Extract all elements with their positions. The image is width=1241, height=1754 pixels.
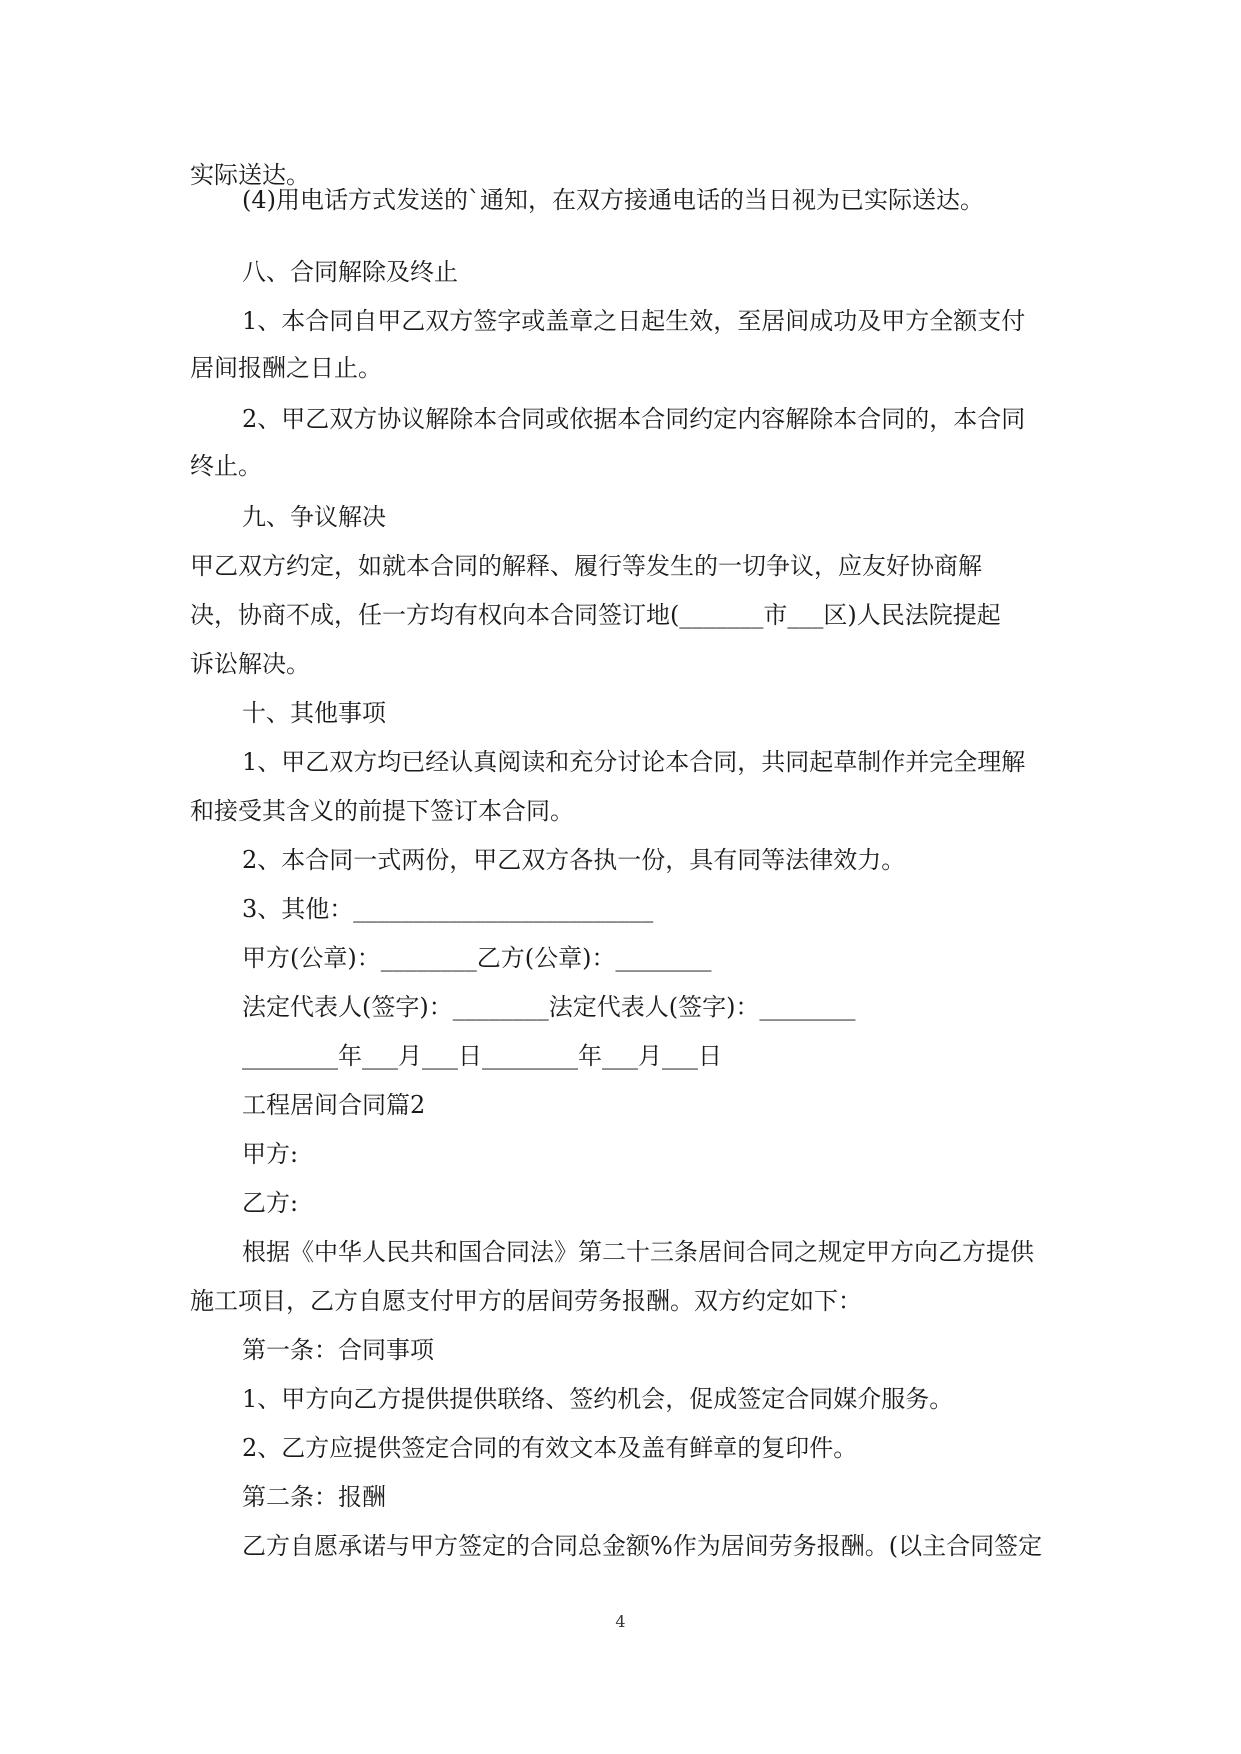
section-heading: 第二条：报酬: [242, 1483, 386, 1511]
text-line: 1、本合同自甲乙双方签字或盖章之日起生效，至居间成功及甲方全额支付: [242, 307, 1026, 335]
text-line: 1、甲方向乙方提供提供联络、签约机会，促成签定合同媒介服务。: [242, 1385, 954, 1413]
text-line: 3、其他：_________________________: [242, 895, 654, 923]
text-line: 决，协商不成，任一方均有权向本合同签订地(_______市___区)人民法院提起: [190, 601, 1001, 629]
text-line: 居间报酬之日止。: [190, 354, 382, 382]
section-heading: 九、争议解决: [242, 503, 386, 531]
section-heading: 第一条：合同事项: [242, 1336, 434, 1364]
text-line: 2、本合同一式两份，甲乙双方各执一份，具有同等法律效力。: [242, 846, 906, 874]
text-line: 实际送达。: [190, 161, 310, 189]
section-title: 工程居间合同篇2: [242, 1091, 426, 1119]
text-line: 1、甲乙双方均已经认真阅读和充分讨论本合同，共同起草制作并完全理解: [242, 748, 1026, 776]
section-heading: 八、合同解除及终止: [242, 258, 458, 286]
date-line: ________年___月___日________年___月___日: [242, 1042, 722, 1070]
text-line: 乙方自愿承诺与甲方签定的合同总金额%作为居间劳务报酬。(以主合同签定: [242, 1532, 1043, 1560]
text-line: 甲乙双方约定，如就本合同的解释、履行等发生的一切争议，应友好协商解: [190, 552, 982, 580]
text-line: 2、甲乙双方协议解除本合同或依据本合同约定内容解除本合同的，本合同: [242, 405, 1026, 433]
signature-line: 甲方(公章)：________乙方(公章)：________: [242, 944, 712, 972]
text-line: 终止。: [190, 452, 262, 480]
signature-line: 法定代表人(签字)：________法定代表人(签字)：________: [242, 993, 856, 1021]
text-line: 诉讼解决。: [190, 650, 310, 678]
section-heading: 十、其他事项: [242, 699, 386, 727]
text-line: 和接受其含义的前提下签订本合同。: [190, 797, 574, 825]
party-b-line: 乙方:: [242, 1189, 299, 1217]
text-line: (4)用电话方式发送的`通知，在双方接通电话的当日视为已实际送达。: [242, 186, 984, 214]
text-line: 2、乙方应提供签定合同的有效文本及盖有鲜章的复印件。: [242, 1434, 858, 1462]
party-a-line: 甲方:: [242, 1140, 299, 1168]
text-line: 根据《中华人民共和国合同法》第二十三条居间合同之规定甲方向乙方提供: [242, 1238, 1034, 1266]
page-number: 4: [615, 1612, 626, 1631]
text-line: 施工项目，乙方自愿支付甲方的居间劳务报酬。双方约定如下：: [190, 1287, 862, 1315]
